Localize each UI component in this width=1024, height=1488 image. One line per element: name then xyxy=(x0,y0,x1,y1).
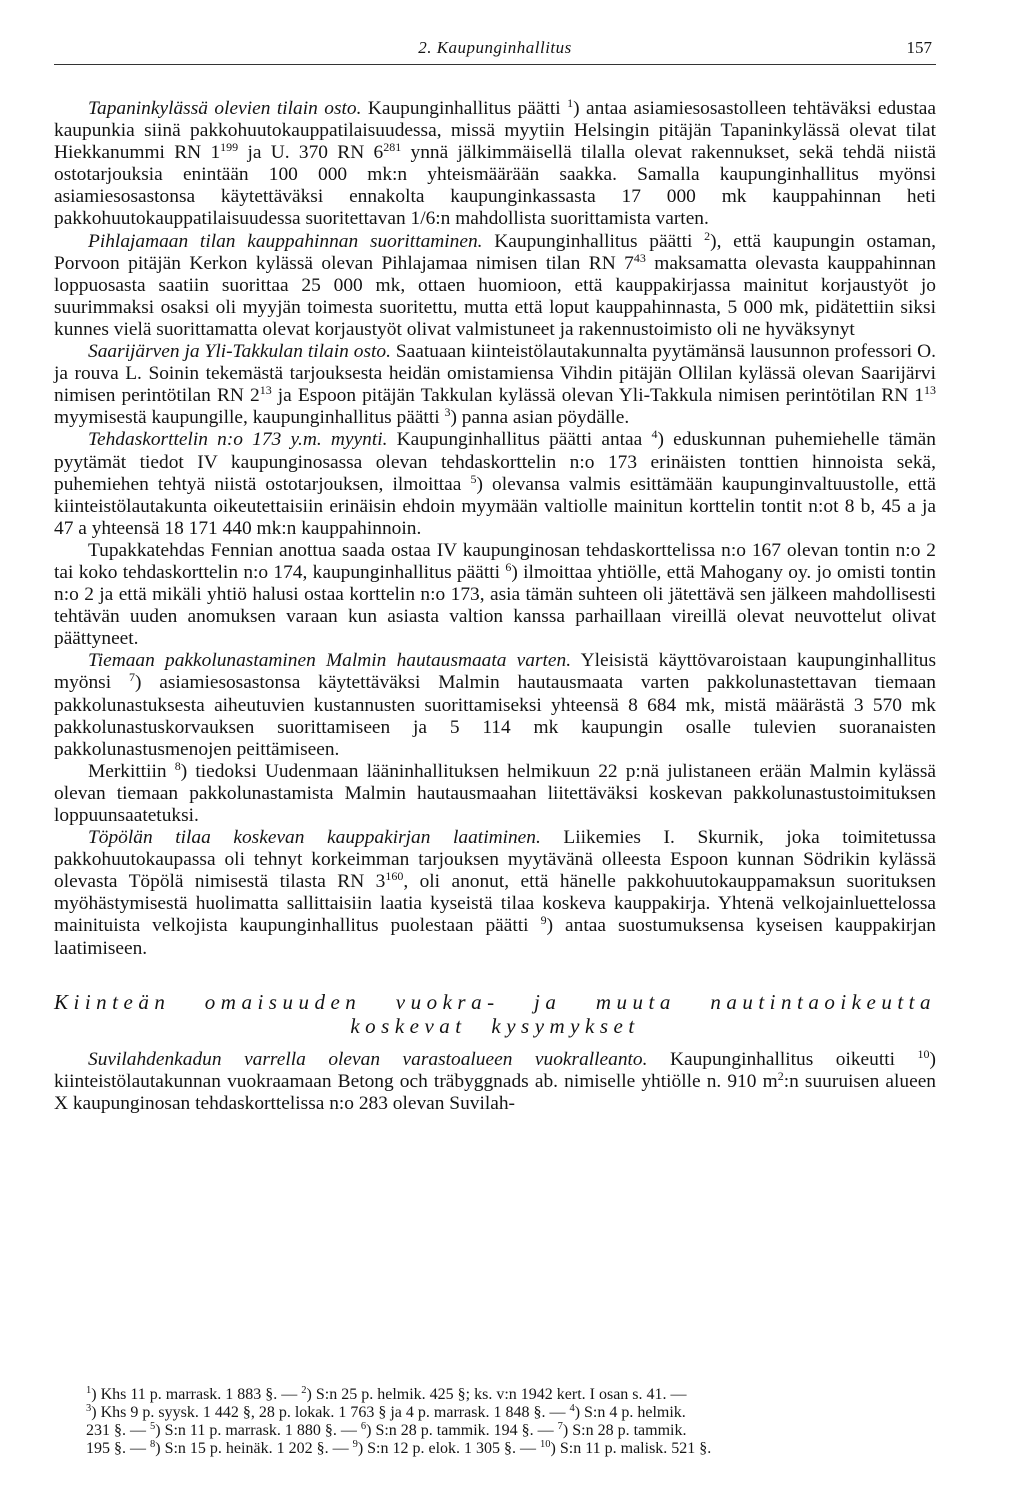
footnote-text: ) S:n 11 p. marrask. 1 880 §. — xyxy=(155,1422,361,1439)
footnote-line xyxy=(86,1404,936,1422)
paragraph xyxy=(54,429,936,539)
paragraph-text: ) tiedoksi Uudenmaan lääninhallituksen helmikuun 22 p:nä julistaneen erään Malmin kylässä olevan tiemaan pakkolunastamista Malmin hautausmaahan liitettäväksi koskevan pakkolunastustoimituksen loppuunsaatetuksi. xyxy=(54,760,936,826)
document-body xyxy=(54,98,936,1115)
paragraph-text: , oli anonut, että hänelle pakkohuutokauppamaksun suorituksen myöhästymisestä huolimatta sallittaisiin laatia kyseistä tilaa koskeva kauppakirja. Yhtenä velkojainluettelossa mainituista velkojista kaupunginhallitus puolestaan päätti xyxy=(54,871,936,937)
footnote-ref: 3 xyxy=(444,405,451,420)
paragraph-heading: Tapaninkylässä olevien tilain osto. xyxy=(88,98,362,119)
paragraphs xyxy=(54,98,936,960)
paragraph xyxy=(54,827,936,960)
footnote-text: 231 §. — xyxy=(86,1422,150,1439)
footnote-ref: 199 xyxy=(220,140,239,155)
footnote-line xyxy=(86,1422,936,1440)
footnote-line xyxy=(86,1386,936,1404)
paragraph-text: Kaupunginhallitus päätti xyxy=(361,98,568,119)
footnote-marker: 9 xyxy=(352,1439,358,1450)
footnote-text: ) S:n 4 p. helmik. xyxy=(574,1404,686,1421)
header-title: 2. Kaupunginhallitus xyxy=(418,38,572,57)
paragraph-text: maksamatta olevasta kauppahinnan loppuosasta saatiin suorittaa 25 000 mk, ottaen huomioon, että kauppakirjassa mainitut korjaustyöt jo suurimmaksi osaksi oli myyjän toimesta suoritettu, mutta että loput kauppahinnasta, 5 000 mk, pidätettiin siksi kunnes vielä suorittamatta olevat korjaustyöt olivat valmistuneet ja rakennustoimisto oli ne hyväksynyt xyxy=(54,252,936,340)
page-number: 157 xyxy=(906,38,932,57)
footnote-ref: 4 xyxy=(651,427,658,442)
paragraph-text: Kaupunginhallitus oikeutti xyxy=(647,1048,918,1070)
paragraph-heading: Suvilahdenkadun varrella olevan varastoalueen vuokralleanto. xyxy=(88,1048,648,1070)
paragraph-text: Saatuaan kiinteistölautakunnalta pyytämänsä lausunnon professori O. ja rouva L. Soinin tekemästä tarjouksesta heidän omistamiensa Vihdin pitäjän Ollilan kylässä olevan Saarijärvi nimisen perintötilan RN 2 xyxy=(54,341,936,407)
footnote-ref: 9 xyxy=(540,913,547,928)
paragraph-text: ) olevansa valmis esittämään kaupunginvaltuustolle, että kiinteistölautakunta oikeutettaisiin erinäisin ehdoin myymään valtiolle mainitun korttelin tontit n:ot 8 b, 45 a ja 47 a yhteensä 18 171 440 mk:n kauppahinnoin. xyxy=(54,473,936,539)
paragraph-text: ) kiinteistölautakunnan vuokraamaan Betong och träbyggnads ab. nimiselle yhtiölle n. 910 m xyxy=(54,1048,936,1092)
paragraph-text: ) asiamiesosastonsa käytettäväksi Malmin hautausmaata varten pakkolunastettavan tiemaan pakkolunastuksesta aiheutuvien kustannusten suorittamiseksi yhteensä 8 684 mk, mistä määrästä 3 570 mk pakkolunastuskorvauksen suorittamiseen ja 5 114 mk kaupungin osalle tulevien suoranaisten pakkolunastusmenojen peittämiseen. xyxy=(54,672,936,760)
paragraph-text: ) ilmoittaa yhtiölle, että Mahogany oy. jo omisti tontin n:o 2 ja että mikäli yhtiö halusi ostaa korttelin n:o 173, asia tämän suhteen oli jätettävä sen jälkeen mahdollisesti tehtävän uuden anomuksen varaan kun asiasta valtion kanssa parhaillaan vireillä olevat neuvottelut olivat päättyneet. xyxy=(54,561,936,650)
paragraph-heading: Pihlajamaan tilan kauppahinnan suorittaminen. xyxy=(88,230,483,252)
paragraph-text: myymisestä kaupungille, kaupunginhallitus päätti xyxy=(54,407,445,429)
footnote-text: ) S:n 11 p. malisk. 521 §. xyxy=(550,1440,712,1457)
paragraph-text: Yleisistä käyttövaroistaan kaupunginhallitus myönsi xyxy=(54,650,936,694)
footnote-line xyxy=(86,1440,936,1458)
section-heading xyxy=(54,990,936,1038)
footnote-text: ) Khs 9 p. syysk. 1 442 §, 28 p. lokak. 1 763 § ja 4 p. marrask. 1 848 §. — xyxy=(91,1404,570,1421)
footnote-ref: 13 xyxy=(924,383,936,398)
footnote-marker: 3 xyxy=(86,1403,92,1414)
footnote-text: ) S:n 28 p. tammik. xyxy=(562,1422,687,1439)
paragraph xyxy=(54,98,936,231)
section-heading-line-2: koskevat kysymykset xyxy=(350,1013,640,1038)
footnote-text: ) S:n 25 p. helmik. 425 §; ks. v:n 1942 kert. I osan s. 41. — xyxy=(306,1386,687,1403)
paragraph xyxy=(54,758,936,827)
footnote-ref: 10 xyxy=(917,1046,930,1061)
paragraph-text: ), että kaupungin ostaman, Porvoon pitäjän Kerkon kylässä olevan Pihlajamaa nimisen tilan RN 7 xyxy=(54,230,936,274)
footnote-text: ) Khs 11 p. marrask. 1 883 §. — xyxy=(91,1386,302,1403)
footnote-ref: 1 xyxy=(567,96,574,110)
footnote-marker: 2 xyxy=(301,1385,307,1396)
footnote-text: ) S:n 28 p. tammik. 194 §. — xyxy=(366,1422,558,1439)
footnote-marker: 10 xyxy=(540,1439,551,1450)
footnote-ref: 160 xyxy=(385,869,404,884)
footnote-marker: 1 xyxy=(86,1385,92,1396)
paragraph-heading: Tiemaan pakkolunastaminen Malmin hautausmaata varten. xyxy=(88,650,572,672)
footnote-text: ) S:n 15 p. heinäk. 1 202 §. — xyxy=(155,1440,353,1457)
paragraph-text: ) antaa suostumuksensa kyseisen kauppakirjan laatimiseen. xyxy=(54,915,936,959)
paragraph-text: ja Espoon pitäjän Takkulan kylässä olevan Yli-Takkula nimisen perintötilan RN 1 xyxy=(271,385,924,407)
paragraph-heading: Töpölän tilaa koskevan kauppakirjan laatiminen. xyxy=(88,827,541,849)
paragraph xyxy=(54,228,936,341)
paragraph-heading: Tehdaskorttelin n:o 173 y.m. myynti. xyxy=(88,429,388,451)
footnote-marker: 5 xyxy=(150,1421,156,1432)
footnote-ref: 13 xyxy=(259,383,272,398)
footnote-ref: 281 xyxy=(383,140,402,155)
paragraph-text: Liikemies I. Skurnik, joka toimitetussa pakkohuutokaupassa oli tehnyt korkeimman tarjouksen myytävänä olleesta Espoon kunnan Södrikin kylässä olevasta Töpölä nimisestä tilasta RN 3 xyxy=(54,827,936,893)
footnote-marker: 4 xyxy=(569,1403,575,1414)
paragraph-text: ) antaa asiamiesosastolleen tehtäväksi edustaa kaupunkia siinä pakkohuutokauppatilaisuudessa, missä myytiin Helsingin pitäjän Tapaninkylässä olevat tilat Hiekkanummi RN 1 xyxy=(54,98,936,164)
section-heading-line-1: Kiinteän omaisuuden vuokra- ja muuta nautintaoikeutta xyxy=(54,989,936,1014)
footnote-marker: 7 xyxy=(557,1421,563,1432)
paragraph xyxy=(54,341,936,429)
footnote-ref: 2 xyxy=(704,228,711,243)
footnote-marker: 8 xyxy=(150,1439,156,1450)
footnotes xyxy=(86,1386,936,1458)
paragraph-text: ja U. 370 RN 6 xyxy=(238,142,384,164)
running-header xyxy=(54,30,936,65)
footnote-ref: 2 xyxy=(777,1068,784,1083)
paragraph-text: Kaupunginhallitus päätti antaa xyxy=(387,429,652,451)
footnote-ref: 6 xyxy=(505,559,512,574)
paragraph-text: ynnä jälkimmäisellä tilalla olevat rakennukset, sekä tehdä niistä ostotarjouksia enintään 100 000 mk:n yhteismäärään saakka. Samalla kaupunginhallitus myönsi asiamiesosastonsa käytettäväksi ennakolta kaupunginkassasta 17 000 mk kauppahinnan heti pakkohuutokauppatilaisuudessa suoritettavan 1/6:n mahdollista suorittamista varten. xyxy=(54,142,936,230)
paragraph xyxy=(54,1046,936,1115)
footnote-ref: 7 xyxy=(128,670,135,685)
paragraph-text: ) panna asian pöydälle. xyxy=(450,407,630,429)
footnote-ref: 43 xyxy=(633,250,646,265)
page xyxy=(54,30,936,1115)
paragraph-text: Merkittiin xyxy=(88,760,175,782)
footnote-marker: 6 xyxy=(360,1421,367,1432)
paragraph-text: ) eduskunnan puhemiehelle tämän pyytämät tiedot IV kaupunginosassa olevan tehdaskorttelin n:o 173 erinäisten tonttien hinnoista sekä, puhemiehen tehtyä niistä ostotarjouksen, ilmoittaa xyxy=(54,429,936,495)
footnote-ref: 8 xyxy=(174,758,181,773)
paragraph-text: Kaupunginhallitus päätti xyxy=(482,230,705,252)
footnote-text: ) S:n 12 p. elok. 1 305 §. — xyxy=(357,1440,541,1457)
paragraph-text: Tupakkatehdas Fennian anottua saada ostaa IV kaupunginosan tehdaskorttelissa n:o 167 olevan tontin n:o 2 tai koko tehdaskorttelin n:o 174, kaupunginhallitus päätti xyxy=(54,539,936,583)
footnote-text: 195 §. — xyxy=(86,1440,150,1457)
paragraph xyxy=(54,650,936,760)
paragraph xyxy=(54,540,936,650)
section-paragraphs xyxy=(54,1046,936,1115)
paragraph-heading: Saarijärven ja Yli-Takkulan tilain osto. xyxy=(88,341,391,363)
paragraph-text: :n suuruisen alueen X kaupunginosan tehdaskorttelissa n:o 283 olevan Suvilah- xyxy=(54,1070,936,1114)
footnote-ref: 5 xyxy=(470,471,477,486)
